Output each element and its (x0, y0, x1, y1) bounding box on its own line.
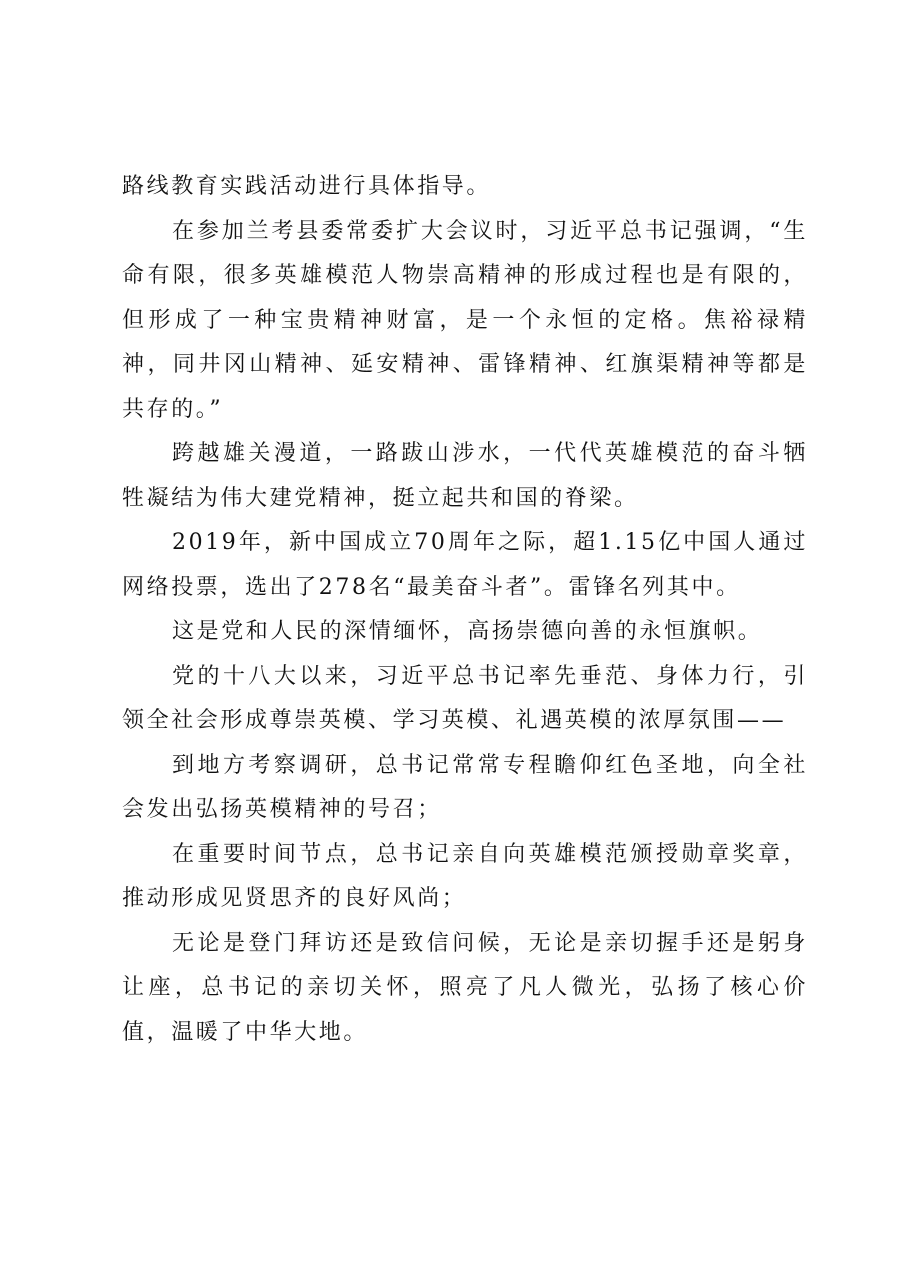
paragraph: 在参加兰考县委常委扩大会议时，习近平总书记强调，“生命有限，很多英雄模范人物崇高精神的形成过程也是有限的，但形成了一种宝贵精神财富，是一个永恒的定格。焦裕禄精神，同井冈山精神、延安精神、雷锋精神、红旗渠精神等都是共存的。” (122, 218, 808, 422)
paragraph: 在重要时间节点，总书记亲自向英雄模范颁授勋章奖章，推动形成见贤思齐的良好风尚； (122, 841, 808, 911)
paragraph: 到地方考察调研，总书记常常专程瞻仰红色圣地，向全社会发出弘扬英模精神的号召； (122, 752, 808, 822)
article-body (122, 165, 808, 1055)
paragraph: 无论是登门拜访还是致信问候，无论是亲切握手还是躬身让座，总书记的亲切关怀，照亮了凡人微光，弘扬了核心价值，温暖了中华大地。 (122, 930, 808, 1045)
paragraph-continuation: 路线教育实践活动进行具体指导。 (122, 174, 492, 199)
paragraph: 跨越雄关漫道，一路跋山涉水，一代代英雄模范的奋斗牺牲凝结为伟大建党精神，挺立起共和国的脊梁。 (122, 441, 808, 511)
paragraph: 2019年，新中国成立70周年之际，超1.15亿中国人通过网络投票，选出了278名“最美奋斗者”。雷锋名列其中。 (122, 530, 808, 600)
paragraph: 党的十八大以来，习近平总书记率先垂范、身体力行，引领全社会形成尊崇英模、学习英模、礼遇英模的浓厚氛围—— (122, 663, 808, 733)
paragraph: 这是党和人民的深情缅怀，高扬崇德向善的永恒旗帜。 (172, 619, 763, 644)
